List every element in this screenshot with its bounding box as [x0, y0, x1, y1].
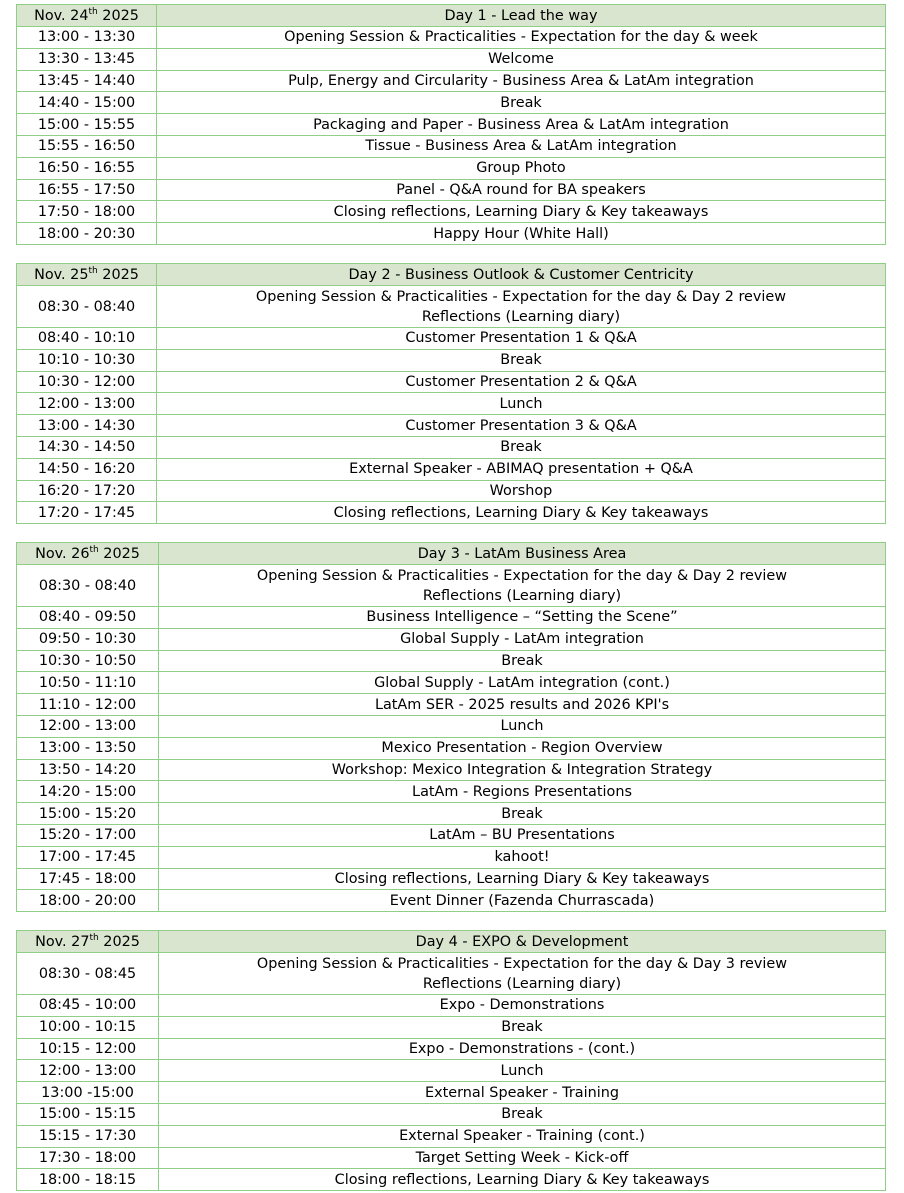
session-title-line: Break — [500, 94, 542, 111]
session-title — [157, 135, 886, 157]
session-title — [157, 436, 886, 458]
session-title — [159, 781, 886, 803]
day-1-schedule-table — [16, 4, 886, 245]
schedule-row — [17, 628, 886, 650]
session-title-line: Business Intelligence – “Setting the Scene” — [366, 609, 678, 626]
date-year: 2025 — [98, 545, 140, 562]
session-title — [157, 328, 886, 350]
session-title-line: Opening Session & Practicalities - Expectation for the day & week — [284, 29, 758, 46]
time-slot: 17:30 - 18:00 — [17, 1147, 159, 1169]
session-title-line: Tissue - Business Area & LatAm integration — [365, 138, 677, 155]
time-slot: 10:50 - 11:10 — [17, 672, 159, 694]
day-4-schedule-table — [16, 930, 886, 1191]
session-title — [157, 92, 886, 114]
schedule-row — [17, 1169, 886, 1191]
session-title-line: Closing reflections, Learning Diary & Key takeaways — [334, 870, 710, 887]
schedule-row — [17, 415, 886, 437]
session-title — [159, 565, 886, 607]
session-title-line: Reflections (Learning diary) — [422, 975, 622, 992]
session-title — [157, 157, 886, 179]
time-slot: 13:00 - 13:30 — [17, 27, 157, 49]
schedule-row — [17, 480, 886, 502]
session-title — [159, 890, 886, 912]
session-title — [159, 1038, 886, 1060]
day-date — [17, 543, 159, 565]
session-title-line: Mexico Presentation - Region Overview — [381, 740, 663, 757]
session-title-line: Expo - Demonstrations — [439, 997, 605, 1014]
session-title — [159, 953, 886, 995]
time-slot: 10:00 - 10:15 — [17, 1016, 159, 1038]
time-slot: 15:15 - 17:30 — [17, 1125, 159, 1147]
date-ordinal-suffix: th — [89, 544, 99, 555]
session-title-line: Customer Presentation 3 & Q&A — [405, 417, 637, 434]
time-slot: 13:50 - 14:20 — [17, 759, 159, 781]
time-slot: 16:50 - 16:55 — [17, 157, 157, 179]
schedule-row — [17, 92, 886, 114]
time-slot: 18:00 - 20:30 — [17, 223, 157, 245]
session-title-line: Closing reflections, Learning Diary & Key takeaways — [333, 203, 709, 220]
session-title-line: Target Setting Week - Kick-off — [415, 1149, 629, 1166]
time-slot: 08:30 - 08:45 — [17, 953, 159, 995]
session-title — [157, 502, 886, 524]
time-slot: 10:15 - 12:00 — [17, 1038, 159, 1060]
session-title-line: Opening Session & Practicalities - Expectation for the day & Day 2 review — [256, 567, 788, 584]
time-slot: 12:00 - 13:00 — [17, 1060, 159, 1082]
time-slot: 14:30 - 14:50 — [17, 436, 157, 458]
schedule-row — [17, 349, 886, 371]
schedule-row — [17, 328, 886, 350]
time-slot: 15:00 - 15:20 — [17, 803, 159, 825]
day-header-row — [17, 5, 886, 27]
session-title — [159, 737, 886, 759]
schedule-row — [17, 1147, 886, 1169]
session-title-line: External Speaker - Training — [425, 1084, 619, 1101]
session-title-line: Lunch — [499, 395, 543, 412]
schedule-row — [17, 157, 886, 179]
session-title — [159, 672, 886, 694]
schedule-row — [17, 737, 886, 759]
session-title — [159, 1169, 886, 1191]
session-title — [159, 803, 886, 825]
time-slot: 08:45 - 10:00 — [17, 995, 159, 1017]
time-slot: 13:30 - 13:45 — [17, 48, 157, 70]
time-slot: 14:40 - 15:00 — [17, 92, 157, 114]
day-title: Day 4 - EXPO & Development — [159, 931, 886, 953]
day-title: Day 3 - LatAm Business Area — [159, 543, 886, 565]
time-slot: 15:55 - 16:50 — [17, 135, 157, 157]
date-ordinal-suffix: th — [89, 932, 99, 943]
session-title — [159, 650, 886, 672]
schedule-row — [17, 759, 886, 781]
schedule-row — [17, 1016, 886, 1038]
time-slot: 09:50 - 10:30 — [17, 628, 159, 650]
session-title — [159, 759, 886, 781]
session-title — [157, 480, 886, 502]
schedule-row — [17, 48, 886, 70]
schedule-row — [17, 436, 886, 458]
time-slot: 12:00 - 13:00 — [17, 393, 157, 415]
time-slot: 16:55 - 17:50 — [17, 179, 157, 201]
date-prefix: Nov. 25 — [34, 266, 89, 283]
session-title-line: Reflections (Learning diary) — [422, 587, 622, 604]
session-title — [159, 995, 886, 1017]
session-title-line: Closing reflections, Learning Diary & Key takeaways — [334, 1171, 710, 1188]
day-title: Day 1 - Lead the way — [157, 5, 886, 27]
schedule-row — [17, 953, 886, 995]
schedule-row — [17, 803, 886, 825]
session-title — [157, 458, 886, 480]
session-title — [157, 48, 886, 70]
schedule-row — [17, 1038, 886, 1060]
schedule-row — [17, 458, 886, 480]
session-title-line: Break — [501, 1019, 543, 1036]
date-year: 2025 — [97, 266, 139, 283]
session-title-line: Worshop — [489, 482, 553, 499]
time-slot: 13:00 -15:00 — [17, 1082, 159, 1104]
schedule-row — [17, 70, 886, 92]
session-title-line: Happy Hour (White Hall) — [433, 225, 609, 242]
schedule-row — [17, 371, 886, 393]
time-slot: 18:00 - 18:15 — [17, 1169, 159, 1191]
session-title — [157, 70, 886, 92]
schedule-row — [17, 1103, 886, 1125]
schedule-table — [16, 542, 886, 912]
session-title-line: Customer Presentation 2 & Q&A — [405, 373, 637, 390]
day-title: Day 2 - Business Outlook & Customer Centricity — [157, 264, 886, 286]
day-header-row — [17, 543, 886, 565]
session-title — [159, 607, 886, 629]
schedule-row — [17, 201, 886, 223]
session-title-line: Break — [501, 652, 543, 669]
date-ordinal-suffix: th — [88, 6, 98, 17]
schedule-row — [17, 781, 886, 803]
session-title-line: Break — [500, 352, 542, 369]
session-title-line: Event Dinner (Fazenda Churrascada) — [389, 892, 655, 909]
time-slot: 10:30 - 10:50 — [17, 650, 159, 672]
schedule-row — [17, 179, 886, 201]
time-slot: 15:20 - 17:00 — [17, 824, 159, 846]
session-title — [157, 286, 886, 328]
session-title-line: LatAm - Regions Presentations — [412, 783, 632, 800]
schedule-row — [17, 114, 886, 136]
session-title — [159, 1016, 886, 1038]
session-title-line: LatAm SER - 2025 results and 2026 KPI's — [374, 696, 670, 713]
schedule-row — [17, 135, 886, 157]
session-title — [157, 223, 886, 245]
session-title-line: Break — [501, 805, 543, 822]
session-title — [159, 1060, 886, 1082]
session-title-line: Opening Session & Practicalities - Expectation for the day & Day 3 review — [256, 955, 788, 972]
session-title-line: Break — [501, 1106, 543, 1123]
schedule-row — [17, 995, 886, 1017]
session-title — [159, 846, 886, 868]
time-slot: 18:00 - 20:00 — [17, 890, 159, 912]
session-title-line: Pulp, Energy and Circularity - Business Area & LatAm integration — [288, 72, 754, 89]
schedule-row — [17, 27, 886, 49]
session-title — [157, 114, 886, 136]
session-title — [157, 201, 886, 223]
session-title-line: Closing reflections, Learning Diary & Key takeaways — [333, 504, 709, 521]
time-slot: 16:20 - 17:20 — [17, 480, 157, 502]
time-slot: 15:00 - 15:55 — [17, 114, 157, 136]
time-slot: 17:45 - 18:00 — [17, 868, 159, 890]
schedule-row — [17, 1060, 886, 1082]
time-slot: 14:20 - 15:00 — [17, 781, 159, 803]
session-title — [159, 1103, 886, 1125]
schedule-table — [16, 930, 886, 1191]
schedule-row — [17, 607, 886, 629]
session-title-line: External Speaker - ABIMAQ presentation + Q&A — [349, 461, 693, 478]
schedule-row — [17, 824, 886, 846]
schedule-row — [17, 715, 886, 737]
time-slot: 17:00 - 17:45 — [17, 846, 159, 868]
session-title — [157, 349, 886, 371]
time-slot: 14:50 - 16:20 — [17, 458, 157, 480]
session-title-line: kahoot! — [494, 849, 550, 866]
date-year: 2025 — [97, 7, 139, 24]
schedule-row — [17, 868, 886, 890]
day-date — [17, 5, 157, 27]
time-slot: 08:40 - 10:10 — [17, 328, 157, 350]
time-slot: 10:30 - 12:00 — [17, 371, 157, 393]
session-title — [157, 393, 886, 415]
schedule-row — [17, 393, 886, 415]
session-title-line: Packaging and Paper - Business Area & LatAm integration — [313, 116, 729, 133]
session-title — [157, 179, 886, 201]
date-prefix: Nov. 24 — [34, 7, 89, 24]
time-slot: 15:00 - 15:15 — [17, 1103, 159, 1125]
schedule-row — [17, 694, 886, 716]
session-title-line: Expo - Demonstrations - (cont.) — [408, 1040, 636, 1057]
schedule-row — [17, 846, 886, 868]
date-ordinal-suffix: th — [88, 265, 98, 276]
session-title — [159, 868, 886, 890]
schedule-row — [17, 1125, 886, 1147]
session-title — [159, 628, 886, 650]
time-slot: 12:00 - 13:00 — [17, 715, 159, 737]
schedule-row — [17, 672, 886, 694]
day-2-schedule-table — [16, 263, 886, 524]
time-slot: 11:10 - 12:00 — [17, 694, 159, 716]
day-header-row — [17, 264, 886, 286]
time-slot: 10:10 - 10:30 — [17, 349, 157, 371]
schedule-row — [17, 565, 886, 607]
session-title — [157, 27, 886, 49]
time-slot: 17:50 - 18:00 — [17, 201, 157, 223]
schedule-table — [16, 263, 886, 524]
session-title-line: Reflections (Learning diary) — [421, 308, 621, 325]
time-slot: 08:30 - 08:40 — [17, 286, 157, 328]
day-date — [17, 931, 159, 953]
session-title-line: Panel - Q&A round for BA speakers — [396, 181, 646, 198]
time-slot: 08:30 - 08:40 — [17, 565, 159, 607]
session-title — [159, 694, 886, 716]
time-slot: 17:20 - 17:45 — [17, 502, 157, 524]
session-title-line: Opening Session & Practicalities - Expectation for the day & Day 2 review — [255, 288, 787, 305]
session-title — [157, 371, 886, 393]
time-slot: 13:00 - 13:50 — [17, 737, 159, 759]
date-prefix: Nov. 26 — [35, 545, 90, 562]
day-date — [17, 264, 157, 286]
session-title — [159, 1082, 886, 1104]
date-prefix: Nov. 27 — [35, 933, 90, 950]
schedule-row — [17, 890, 886, 912]
schedule-table — [16, 4, 886, 245]
time-slot: 13:45 - 14:40 — [17, 70, 157, 92]
session-title-line: Global Supply - LatAm integration — [400, 631, 644, 648]
session-title-line: Break — [500, 439, 542, 456]
session-title — [159, 715, 886, 737]
schedule-row — [17, 650, 886, 672]
schedule-row — [17, 502, 886, 524]
day-header-row — [17, 931, 886, 953]
session-title — [159, 1147, 886, 1169]
schedule-row — [17, 286, 886, 328]
session-title-line: Lunch — [500, 718, 544, 735]
session-title-line: Welcome — [488, 51, 554, 68]
session-title-line: LatAm – BU Presentations — [429, 827, 615, 844]
date-year: 2025 — [98, 933, 140, 950]
session-title — [159, 824, 886, 846]
schedule-row — [17, 223, 886, 245]
session-title-line: External Speaker - Training (cont.) — [399, 1128, 645, 1145]
schedule-row — [17, 1082, 886, 1104]
session-title-line: Workshop: Mexico Integration & Integration Strategy — [331, 761, 713, 778]
session-title — [157, 415, 886, 437]
time-slot: 08:40 - 09:50 — [17, 607, 159, 629]
session-title-line: Lunch — [500, 1062, 544, 1079]
session-title-line: Group Photo — [476, 160, 566, 177]
session-title-line: Customer Presentation 1 & Q&A — [405, 330, 637, 347]
day-3-schedule-table — [16, 542, 886, 912]
session-title — [159, 1125, 886, 1147]
time-slot: 13:00 - 14:30 — [17, 415, 157, 437]
session-title-line: Global Supply - LatAm integration (cont.) — [374, 674, 670, 691]
